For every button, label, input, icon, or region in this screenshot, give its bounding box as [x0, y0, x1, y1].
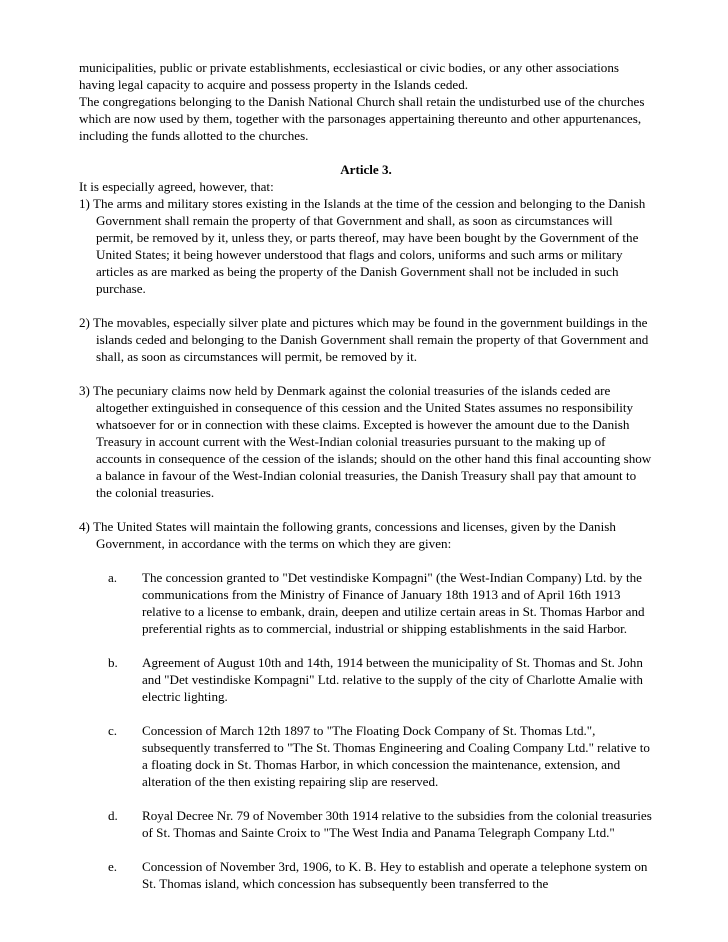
list-item: [79, 569, 653, 637]
list-marker: b.: [108, 655, 118, 670]
list-item: [79, 722, 653, 790]
article-intro: It is especially agreed, however, that:: [79, 179, 274, 194]
list-item-text: Royal Decree Nr. 79 of November 30th 1914 relative to the subsidies from the colonial treasuries of St. Thomas and Sainte Croix to "The West India and Panama Telegraph Company Ltd.": [142, 808, 652, 840]
list-item: [79, 654, 653, 705]
list-item-text: The concession granted to "Det vestindiske Kompagni" (the West-Indian Company) Ltd. by the communications from the Ministry of Finance of January 18th 1913 and of April 16th 1913 relative to a license to embank, drain, deepen and utilize certain areas in St. Thomas Harbor and preferential rights as to commercial, industrial or shipping establishments in the said Harbor.: [142, 570, 645, 636]
clause-4: 4) The United States will maintain the following grants, concessions and licenses, given by the Danish Government, in accordance with the terms on which they are given:: [79, 519, 616, 551]
list-item: [79, 807, 653, 841]
clause-3: 3) The pecuniary claims now held by Denmark against the colonial treasuries of the islands ceded are altogether extinguished in consequence of this cession and the United States assumes no responsibility whatsoever for or in connection with these claims. Excepted is however the amount due to the Danish Treasury in account current with the West-Indian colonial treasuries pursuant to the making up of accounts in consequence of the cession of the islands; should on the other hand this final accounting show a balance in favour of the West-Indian colonial treasuries, the Danish Treasury shall pay that amount to the colonial treasuries.: [79, 383, 652, 500]
clause-1: 1) The arms and military stores existing in the Islands at the time of the cession and belonging to the Danish Government shall remain the property of that Government and shall, as soon as circumstances will permit, be removed by it, unless they, or parts thereof, may have been bought by the Government of the United States; it being however understood that flags and colors, uniforms and such arms or military articles as are marked as being the property of the Danish Government shall not be included in such purchase.: [79, 196, 646, 296]
list-item-text: Concession of March 12th 1897 to "The Floating Dock Company of St. Thomas Ltd.", subsequently transferred to "The St. Thomas Engineering and Coaling Company Ltd." relative to a floating dock in St. Thomas Harbor, in which concession the maintenance, extension, and alteration of the then existing repairing slip are reserved.: [142, 723, 650, 789]
clause-2: 2) The movables, especially silver plate and pictures which may be found in the government buildings in the islands ceded and belonging to the Danish Government shall remain the property of that Government and shall, as soon as circumstances will permit, be removed by it.: [79, 315, 649, 364]
church-paragraph: The congregations belonging to the Danish National Church shall retain the undisturbed use of the churches which are now used by them, together with the parsonages appertaining thereunto and other appurtenances, including the funds allotted to the churches.: [79, 94, 645, 143]
concession-list: [79, 569, 653, 892]
list-item-text: Agreement of August 10th and 14th, 1914 between the municipality of St. Thomas and St. John and "Det vestindiske Kompagni" Ltd. relative to the supply of the city of Charlotte Amalie with electric lighting.: [142, 655, 643, 704]
list-marker: d.: [108, 808, 118, 823]
list-item-text: Concession of November 3rd, 1906, to K. B. Hey to establish and operate a telephone system on St. Thomas island, which concession has subsequently been transferred to the: [142, 859, 648, 891]
list-item: [79, 858, 653, 892]
list-marker: c.: [108, 723, 118, 738]
intro-paragraph: municipalities, public or private establishments, ecclesiastical or civic bodies, or any other associations having legal capacity to acquire and possess property in the Islands ceded.: [79, 60, 619, 92]
list-marker: e.: [108, 859, 118, 874]
list-marker: a.: [108, 570, 118, 585]
article-heading: Article 3.: [340, 162, 392, 177]
document-page: [79, 59, 653, 909]
